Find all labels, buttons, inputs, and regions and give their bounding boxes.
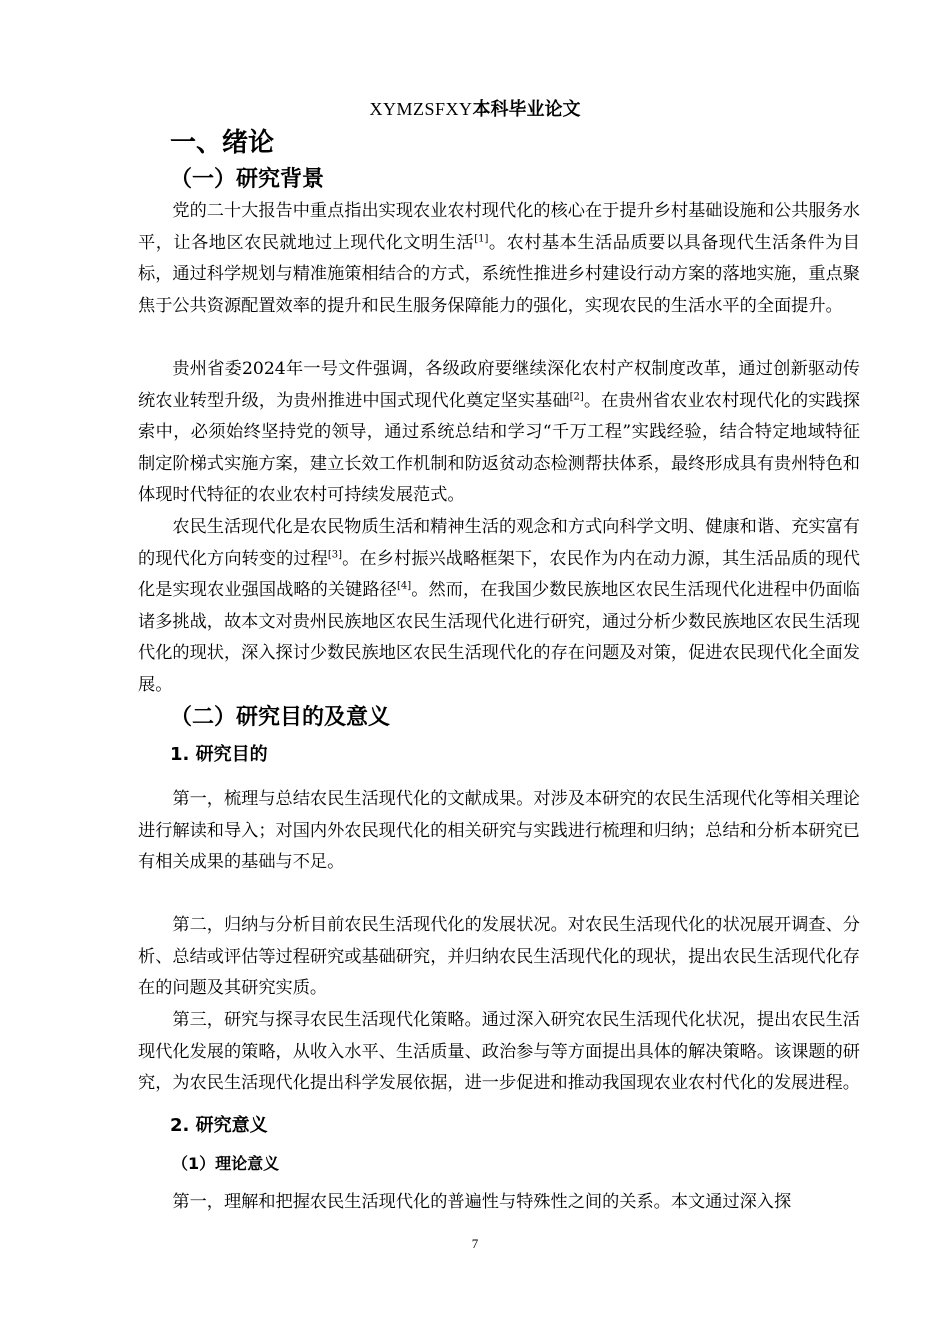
paragraph-background-3 — [138, 512, 860, 701]
chapter-title: 一、绪论 — [170, 128, 275, 158]
subsection-title-purpose: 1. 研究目的 — [170, 744, 268, 765]
paragraph-text: 贵州省委2024年一号文件强调，各级政府要继续深化农村产权制度改革，通过创新驱动传统农业转型升级，为贵州推进中国式现代化奠定坚实基础 — [138, 359, 860, 411]
paragraph-text: 党的二十大报告中重点指出实现农业农村现代化的核心在于提升乡村基础设施和公共服务水平，让各地区农民就地过上现代化文明生活 — [138, 201, 860, 253]
citation-ref: [1] — [474, 232, 489, 244]
paragraph-purpose-2: 第二，归纳与分析目前农民生活现代化的发展状况。对农民生活现代化的状况展开调查、分析、总结或评估等过程研究或基础研究，并归纳农民生活现代化的现状，提出农民生活现代化存在的问题及其研究实质。 — [138, 915, 860, 998]
citation-ref: [3] — [327, 548, 343, 560]
citation-ref: [4] — [396, 580, 412, 592]
paragraph-background-1 — [138, 196, 860, 322]
header-code: XYMZSFXY — [369, 99, 473, 119]
subsection-title-significance: 2. 研究意义 — [170, 1115, 268, 1136]
paragraph-purpose-1: 第一，梳理与总结农民生活现代化的文献成果。对涉及本研究的农民生活现代化等相关理论进行解读和导入；对国内外农民现代化的相关研究与实践进行梳理和归纳；总结和分析本研究已有相关成果的基础与不足。 — [138, 789, 860, 872]
section-title-background: （一）研究背景 — [170, 167, 325, 192]
paragraph-purpose-3: 第三，研究与探寻农民生活现代化策略。通过深入研究农民生活现代化状况，提出农民生活现代化发展的策略，从收入水平、生活质量、政治参与等方面提出具体的解决策略。该课题的研究，为农民生活现代化提出科学发展依据，进一步促进和推动我国现农业农村代化的发展进程。 — [138, 1010, 860, 1093]
citation-ref: [2] — [569, 390, 584, 402]
paragraph-text: 。在乡村振兴战略框架下，农民作为内在动力源，其生活品质的现代化是实现农业强国战略的关键路径 — [138, 548, 860, 600]
subsubsection-title-theory: （1）理论意义 — [172, 1154, 280, 1173]
paragraph-text: 。在贵州省农业农村现代化的实践探索中，必须始终坚持党的领导，通过系统总结和学习“千万工程”实践经验，结合特定地域特征制定阶梯式实施方案，建立长效工作机制和防返贫动态检测帮扶体系，最终形成具有贵州特色和体现时代特征的农业农村可持续发展范式。 — [138, 390, 860, 505]
header-subtitle: 本科毕业论文 — [472, 99, 581, 120]
paragraph-background-2 — [138, 354, 860, 512]
paragraph-text: 。农村基本生活品质要以具备现代生活条件为目标，通过科学规划与精准施策相结合的方式，系统性推进乡村建设行动方案的落地实施，重点聚焦于公共资源配置效率的提升和民生服务保障能力的强化，实现农民的生活水平的全面提升。 — [138, 232, 860, 316]
page-number: 7 — [471, 1236, 479, 1251]
paragraph-text: 。然而，在我国少数民族地区农民生活现代化进程中仍面临诸多挑战，故本文对贵州民族地区农民生活现代化进行研究，通过分析少数民族地区农民生活现代化的现状，深入探讨少数民族地区农民生活现代化的存在问题及对策，促进农民现代化全面发展。 — [138, 580, 860, 695]
section-title-purpose-significance: （二）研究目的及意义 — [170, 705, 391, 730]
paragraph-text: 农民生活现代化是农民物质生活和精神生活的观念和方式向科学文明、健康和谐、充实富有的现代化方向转变的过程 — [138, 517, 860, 569]
running-header — [0, 96, 950, 123]
paragraph-theory-1: 第一，理解和把握农民生活现代化的普遍性与特殊性之间的关系。本文通过深入探 — [172, 1192, 792, 1212]
